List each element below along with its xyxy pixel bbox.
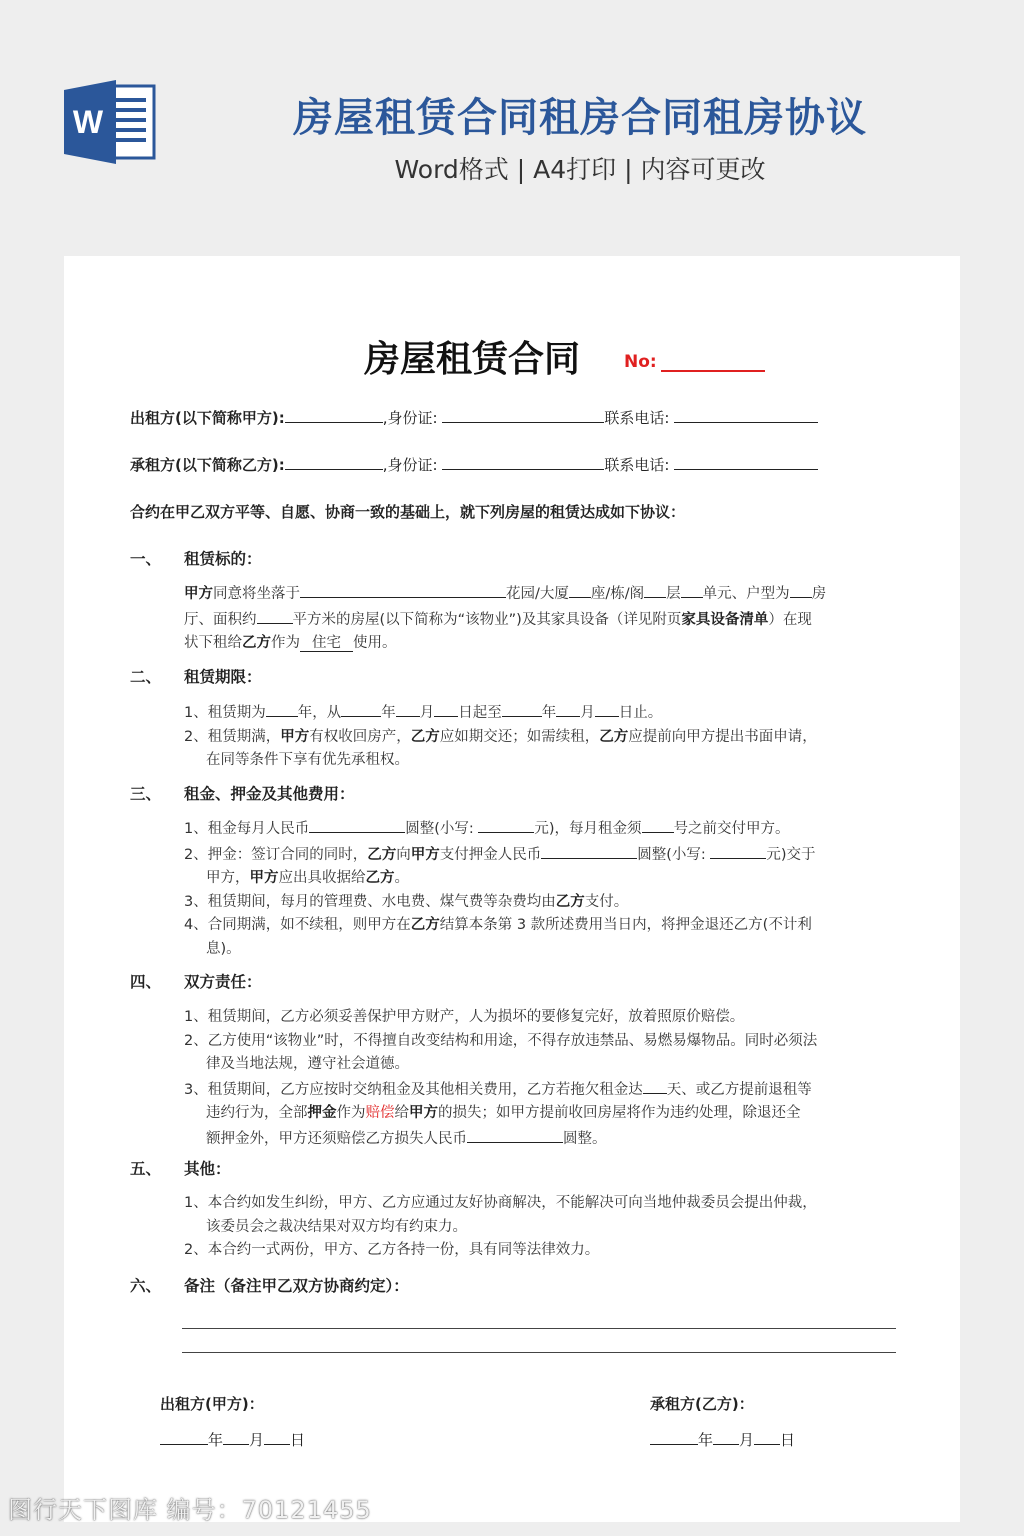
tenant-date: 年 月 日 [650, 1428, 795, 1452]
landlord-line: 出租方(以下简称甲方): ,身份证: 联系电话: [130, 406, 818, 430]
landlord-signature-label: 出租方(甲方)： [160, 1395, 264, 1413]
section-1-heading: 一、 租赁标的： [130, 550, 262, 568]
section-4-body: 1、租赁期间，乙方必须妥善保护甲方财产，人为损坏的要修复完好，放着照原价赔偿。 2、乙方使用“该物业”时，不得擅自改变结构和用途，不得存放违禁品、易燃易爆物品。同时必须法 律及当地法规，遵守社会道德。 3、租赁期间，乙方应按时交纳租金及其他相关费用，乙方若拖欠租金达 天、或乙方提前退租等 违约行为，全部押金作为赔偿给甲方的损失；如甲方提前收回房屋将作为违约处理，除退还全 额押金外，甲方还须赔偿乙方损失人民币 圆整。 [184, 1009, 818, 1147]
section-2-heading: 二、 租赁期限： [130, 668, 262, 686]
section-6-heading: 六、 备注（备注甲乙双方协商约定）： [130, 1277, 409, 1295]
section-3-heading: 三、 租金、押金及其他费用： [130, 785, 355, 803]
document-page [64, 256, 960, 1522]
banner-subtitle: Word格式 | A4打印 | 内容可更改 [394, 155, 766, 184]
tenant-line: 承租方(以下简称乙方): ,身份证: 联系电话: [130, 453, 818, 477]
watermark: 图行天下图库 编号：70121455 [8, 1496, 372, 1524]
contract-number: No: [624, 352, 765, 372]
document-title: 房屋租赁合同 [364, 339, 581, 380]
section-4-heading: 四、 双方责任： [130, 973, 262, 991]
word-icon-letter: W [72, 104, 104, 140]
remark-line-2 [182, 1352, 896, 1353]
section-5-heading: 五、 其他： [130, 1160, 231, 1178]
banner-title: 房屋租赁合同租房合同租房协议 [293, 95, 867, 141]
word-icon [64, 80, 156, 164]
landlord-date: 年 月 日 [160, 1428, 305, 1452]
remark-line-1 [182, 1328, 896, 1329]
section-2-body: 1、租赁期为 年，从 年 月 日起至 年 月 日止。 2、租赁期满，甲方有权收回房产，乙方应如期交还；如需续租，乙方应提前向甲方提出书面申请， 在同等条件下享有优先承租权。 [184, 700, 896, 773]
tenant-signature-label: 承租方(乙方)： [650, 1395, 754, 1413]
agreement-intro: 合约在甲乙双方平等、自愿、协商一致的基础上，就下列房屋的租赁达成如下协议： [130, 503, 686, 521]
section-5-body: 1、本合约如发生纠纷，甲方、乙方应通过友好协商解决，不能解决可向当地仲裁委员会提出仲裁， 该委员会之裁决结果对双方均有约束力。 2、本合约一式两份，甲方、乙方各持一份，具有同等法律效力。 [184, 1195, 817, 1258]
section-1-body: 甲方同意将坐落于 花园/大厦 座/栋/阁 层 单元、户型为 房 厅、面积约 平方米的房屋(以下简称为“该物业”)及其家具设备（详见附页家具设备清单）在现 状下租给乙方作为 住宅 使用。 [184, 581, 896, 656]
section-3-body: 1、租金每月人民币 圆整(小写: 元)，每月租金须 号之前交付甲方。 2、押金：签订合同的同时，乙方向甲方支付押金人民币 圆整(小写: 元)交于 甲方，甲方应出具收据给乙方。 3、租赁期间，每月的管理费、水电费、煤气费等杂费均由乙方支付。 4、合同期满，如不续租，则甲方在乙方结算本条第 3 款所述费用当日内，将押金退还乙方(不计利 息)。 [184, 816, 896, 961]
